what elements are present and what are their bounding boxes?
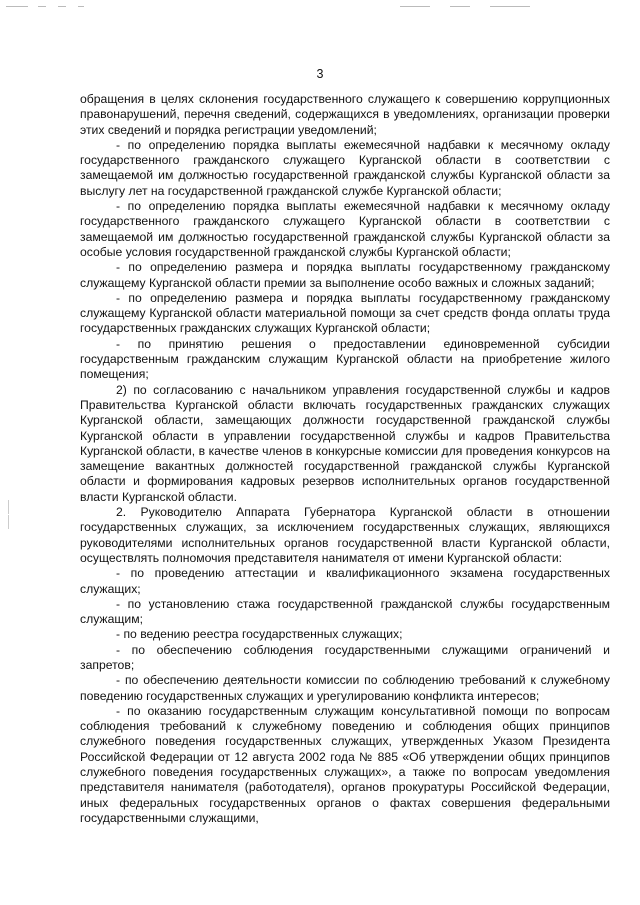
paragraph: - по ведению реестра государственных служащих; [116,627,403,642]
page-number: 3 [316,67,324,81]
paragraph: - по принятию решения о предоставлении единовременной субсидии государственным гражданским служащим Курганской области на приобретение жилого помещения; [80,336,610,382]
paragraph: - по оказанию государственным служащим консультативной помощи по вопросам соблюдения требований к служебному поведению и соблюдения общих принципов служебного поведения государственных служащих, утвержденных Указом Президента Российской Федерации от 12 августа 2002 года № 885 «Об утверждении общих принципов служебного поведения государственных служащих», а также по вопросам уведомления представителя нанимателя (работодателя), органов прокуратуры Российской Федерации, иных федеральных государственных органов о фактах совершения федеральными государственными служащими, [80,703,610,825]
scan-artifact [8,500,9,514]
paragraph: обращения в целях склонения государственного служащего к совершению коррупционных правонарушений, перечня сведений, содержащихся в уведомлениях, организации проверки этих сведений и порядка регистрации уведомлений; [80,92,610,137]
scan-artifact [0,4,640,10]
paragraph: - по определению размера и порядка выплаты государственному гражданскому служащему Курганской области премии за выполнение особо важных и сложных заданий; [80,260,610,290]
paragraph: - по проведению аттестации и квалификационного экзамена государственных служащих; [80,566,610,596]
paragraph: - по установлению стажа государственной гражданской службы государственным служащим; [80,596,610,627]
paragraph: 2) по согласованию с начальником управления государственной службы и кадров Правительства Курганской области включать государственных гражданских служащих Курганской области, замещающих должности государственной гражданской службы Курганской области в управлении государственной службы и кадров Правительства Курганской области, в качестве членов в конкурсные комиссии для проведения конкурсов на замещение вакантных должностей государственной гражданской службы Курганской области и формирования кадровых резервов исполнительных органов государственной власти Курганской области. [80,382,610,504]
paragraph: - по обеспечению соблюдения государственными служащими ограничений и запретов; [80,642,610,672]
document-body [80,92,610,826]
scan-artifact [8,515,9,529]
paragraph: 2. Руководителю Аппарата Губернатора Курганской области в отношении государственных служащих, за исключением государственных служащих, являющихся руководителями исполнительных органов государственной власти Курганской области, осуществлять полномочия представителя нанимателя от имени Курганской области: [80,505,610,565]
paragraph: - по определению порядка выплаты ежемесячной надбавки к месячному окладу государственного гражданского служащего Курганской области в соответствии с замещаемой им должностью государственной гражданской службы Курганской области за особые условия государственной гражданской службы Курганской области; [80,199,610,259]
paragraph: - по обеспечению деятельности комиссии по соблюдению требований к служебному поведению государственных служащих и урегулированию конфликта интересов; [80,673,610,703]
paragraph: - по определению размера и порядка выплаты государственному гражданскому служащему Курганской области материальной помощи за счет средств фонда оплаты труда государственных гражданских служащих Курганской области; [80,290,610,336]
paragraph: - по определению порядка выплаты ежемесячной надбавки к месячному окладу государственного гражданского служащего Курганской области в соответствии с замещаемой им должностью государственной гражданской службы Курганской области за выслугу лет на государственной гражданской службе Курганской области; [80,137,610,198]
